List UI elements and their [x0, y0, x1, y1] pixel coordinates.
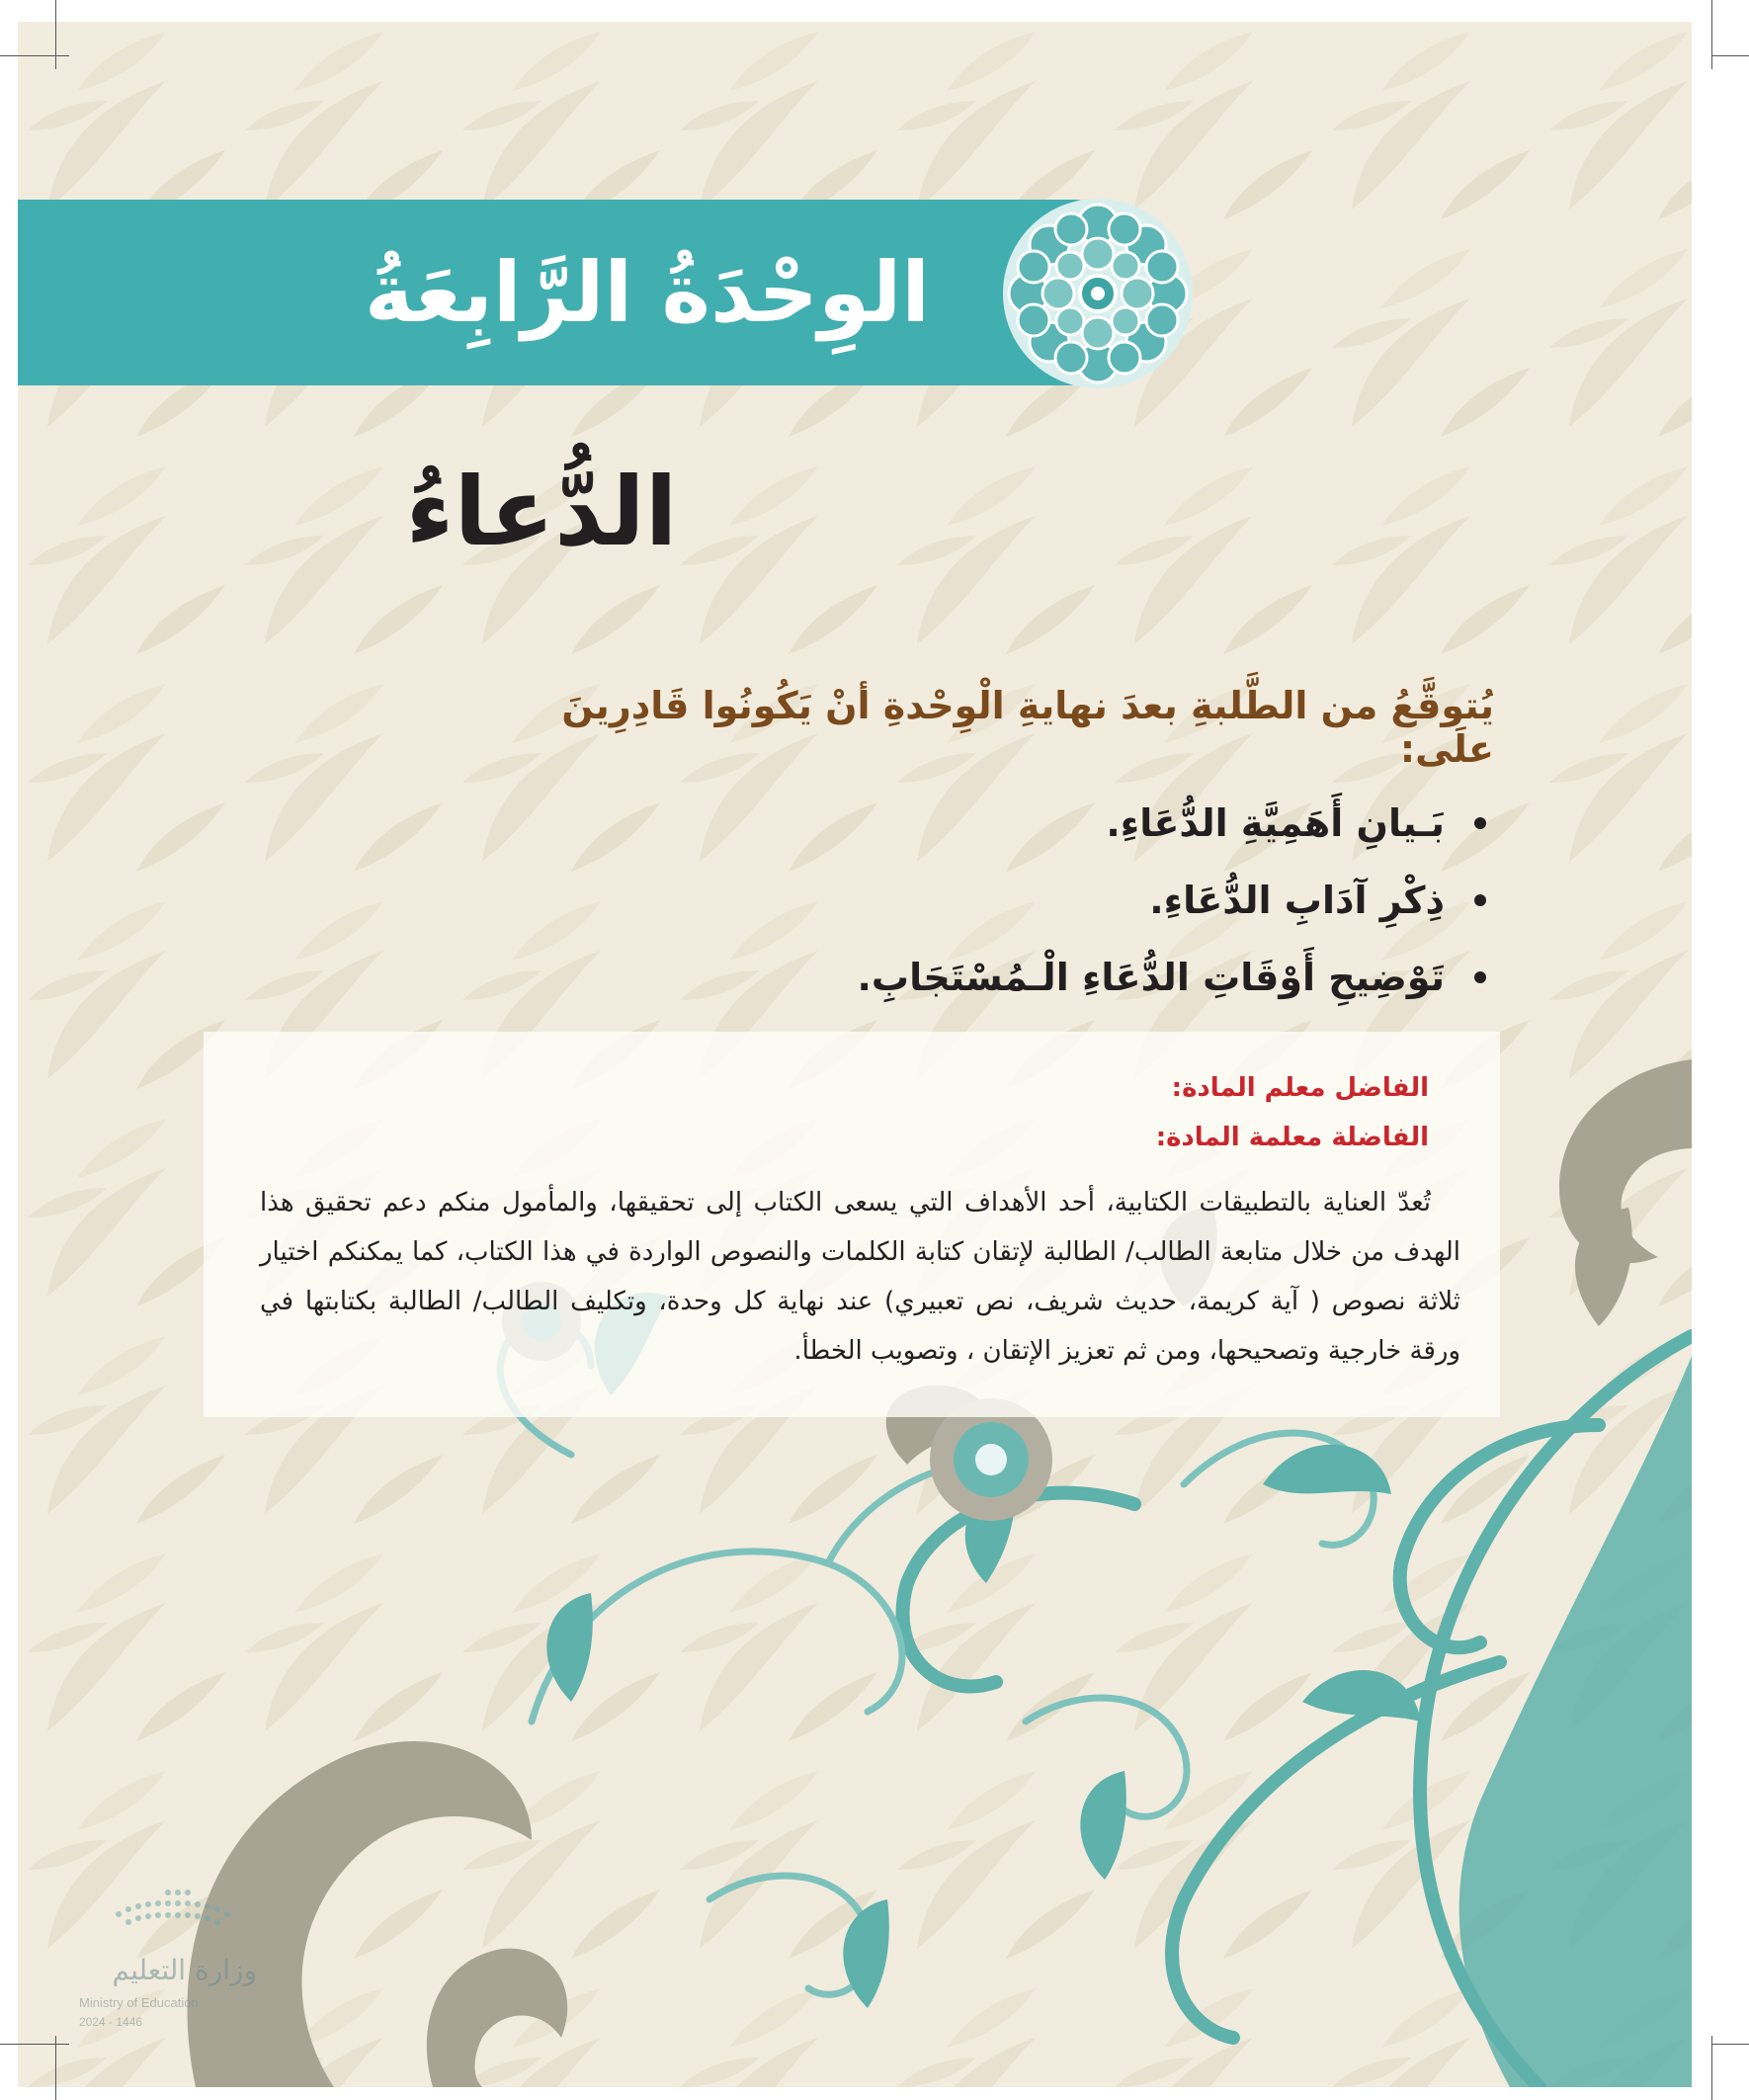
lesson-title: الدُّعاءُ: [405, 457, 678, 567]
ministry-name-arabic: وزارة التعليم: [112, 1954, 257, 1986]
ministry-year: 2024 - 1446: [79, 2015, 143, 2029]
ministry-dots-icon: [109, 1885, 257, 1934]
teacher-note-text: تُعدّ العناية بالتطبيقات الكتابية، أحد الأهداف التي يسعى الكتاب إلى تحقيقها، والمأمول منكم دعم تحقيق هذا الهدف من خلال متابعة الطالب/ الطالبة لإتقان كتابة الكلمات والنصوص الواردة في هذا الكتاب، كما يمكنكم اختيار ثلاثة نصوص ( آية كريمة، حديث شريف، نص تعبيري) عند نهاية كل وحدة، وتكليف الطالب/ الطالبة بكتابتها في ورقة خارجية وتصحيحها، ومن ثم تعزيز الإتقان ، وتصويب الخطأ.: [260, 1188, 1460, 1366]
crop-mark: [1711, 2044, 1749, 2045]
objective-text: بَـيانِ أَهَمِيَّةِ الدُّعَاءِ.: [1106, 801, 1445, 845]
objectives-heading: يُتوقَّعُ من الطَّلبةِ بعدَ نهايةِ الْوِحْدةِ أنْ يَكُونُوا قَادِرِينَ علَى:: [561, 684, 1494, 771]
teacher-label-female: الفاضلة معلمة المادة:: [1155, 1123, 1429, 1152]
unit-title: الوِحْدَةُ الرَّابِعَةُ: [364, 244, 931, 341]
objective-text: تَوْضِيحِ أَوْقَاتِ الدُّعَاءِ الْـمُسْتَجَابِ.: [857, 956, 1445, 999]
crop-mark: [1711, 55, 1749, 56]
ministry-logo: [79, 1885, 287, 2043]
objective-text: ذِكْرِ آدَابِ الدُّعَاءِ.: [1149, 879, 1445, 922]
ministry-name-english: Ministry of Education: [79, 1995, 199, 2010]
page: [18, 22, 1692, 2087]
crop-mark: [1711, 2036, 1712, 2100]
teacher-note-box: [204, 1032, 1500, 1417]
crop-mark: [1711, 0, 1712, 69]
teacher-label-male: الفاضل معلم المادة:: [1171, 1073, 1429, 1103]
